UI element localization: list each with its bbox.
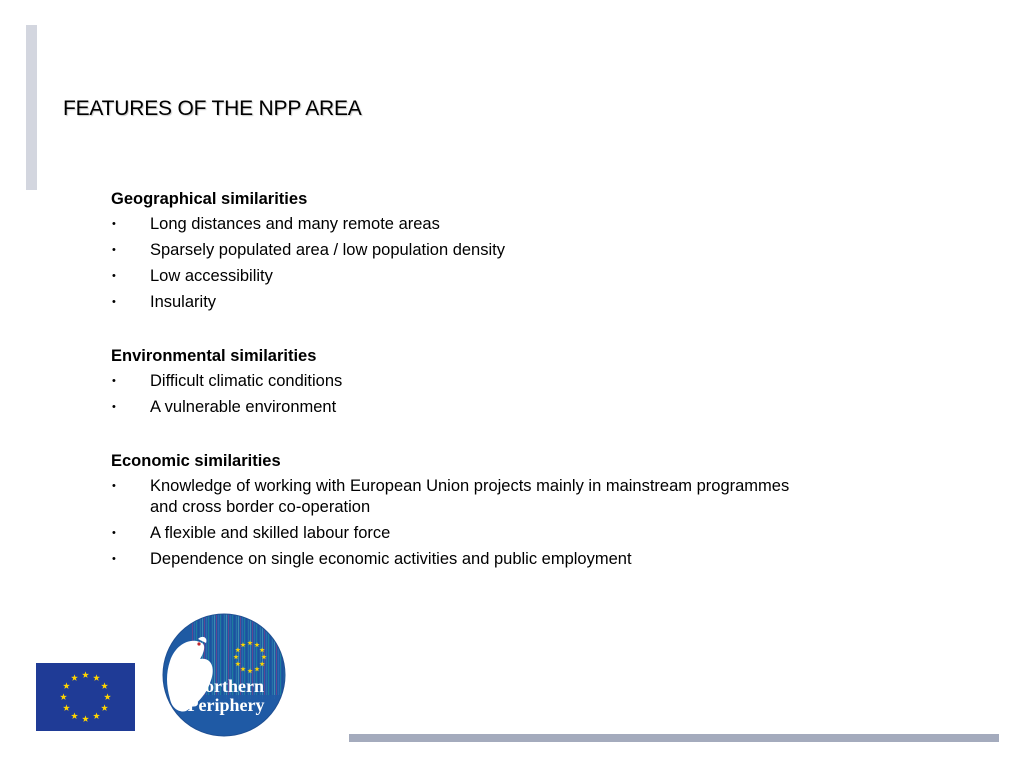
section-heading: Geographical similarities	[111, 190, 308, 208]
eu-flag-logo	[36, 663, 135, 731]
eu-star-icon	[93, 712, 100, 719]
section-economic	[111, 448, 871, 570]
list-item: • Sparsely populated area / low population density	[112, 241, 505, 259]
northern-periphery-logo	[162, 613, 286, 737]
eu-stars-icon	[36, 663, 135, 731]
eu-star-icon	[82, 715, 89, 722]
npp-text-northern: Northern	[192, 676, 264, 696]
bullet-icon: •	[112, 296, 116, 308]
list-item: • Low accessibility	[112, 267, 273, 285]
section-heading: Economic similarities	[111, 452, 281, 470]
eu-star-icon	[101, 704, 108, 711]
list-item: • A flexible and skilled labour force	[112, 524, 391, 542]
npp-logo-icon	[162, 613, 286, 737]
list-item: • Insularity	[112, 293, 217, 311]
left-accent-bar	[26, 25, 37, 190]
eu-star-icon	[71, 712, 78, 719]
eu-star-icon	[93, 674, 100, 681]
list-item: • A vulnerable environment	[112, 398, 337, 416]
bullet-icon: •	[112, 270, 116, 282]
eu-star-icon	[104, 693, 111, 700]
bullet-icon: •	[112, 553, 116, 565]
npp-text-periphery: Periphery	[187, 695, 265, 715]
eu-star-icon	[63, 682, 70, 689]
slide-content	[111, 186, 871, 575]
bullet-icon: •	[112, 480, 116, 492]
bullet-icon: •	[112, 527, 116, 539]
bullet-list	[111, 371, 871, 418]
slide-title: FEATURES OF THE NPP AREA	[63, 97, 362, 120]
section-environmental	[111, 343, 871, 418]
eu-star-icon	[82, 671, 89, 678]
eu-star-icon	[71, 674, 78, 681]
bullet-icon: •	[112, 401, 116, 413]
bullet-icon: •	[112, 218, 116, 230]
bullet-list	[111, 214, 871, 313]
bullet-list	[111, 476, 871, 570]
section-geographical	[111, 186, 871, 313]
bottom-accent-bar	[349, 734, 999, 742]
list-item: • Difficult climatic conditions	[112, 372, 343, 390]
section-heading: Environmental similarities	[111, 347, 317, 365]
eu-star-icon	[101, 682, 108, 689]
list-item: • Long distances and many remote areas	[112, 215, 440, 233]
bullet-icon: •	[112, 244, 116, 256]
eu-star-icon	[60, 693, 67, 700]
bullet-icon: •	[112, 375, 116, 387]
eu-star-icon	[63, 704, 70, 711]
list-item: • Knowledge of working with European Union projects mainly in mainstream programmes and cross border co-operation	[112, 477, 790, 516]
list-item: • Dependence on single economic activities and public employment	[112, 550, 632, 568]
